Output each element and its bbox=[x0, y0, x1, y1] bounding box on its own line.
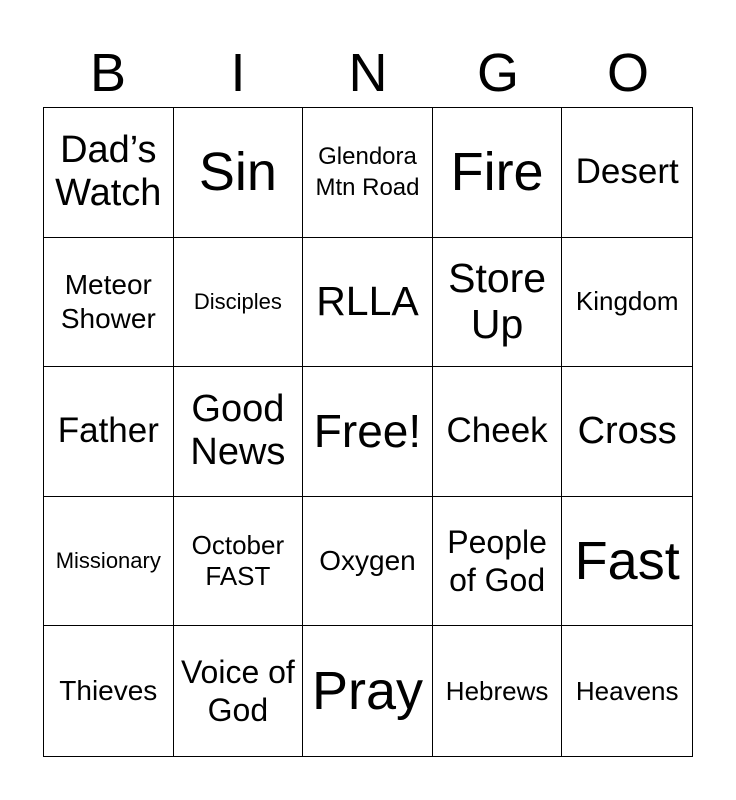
cell-text: RLLA bbox=[316, 277, 419, 324]
header-letter-b: B bbox=[89, 43, 127, 103]
bingo-cell[interactable] bbox=[174, 367, 304, 497]
bingo-cell[interactable] bbox=[562, 497, 692, 627]
cell-text: Kingdom bbox=[575, 286, 679, 317]
bingo-cell[interactable] bbox=[44, 626, 174, 756]
bingo-cell[interactable] bbox=[174, 497, 304, 627]
bingo-board bbox=[43, 107, 693, 757]
bingo-cell[interactable] bbox=[433, 108, 563, 238]
bingo-header bbox=[43, 40, 693, 106]
cell-text: Thieves bbox=[59, 675, 158, 707]
bingo-cell[interactable] bbox=[44, 238, 174, 368]
cell-text: Heavens bbox=[575, 675, 679, 706]
cell-text: Hebrews bbox=[445, 675, 549, 706]
cell-text: Voice of God bbox=[180, 653, 295, 729]
header-letter-g: G bbox=[476, 43, 519, 103]
header-letter-i: I bbox=[230, 43, 246, 103]
cell-text: Oxygen bbox=[319, 545, 416, 577]
cell-text: Pray bbox=[311, 660, 424, 721]
cell-text: Desert bbox=[575, 152, 679, 192]
header-letter-n: N bbox=[348, 43, 388, 103]
cell-text: Father bbox=[57, 411, 159, 451]
cell-text: Store Up bbox=[448, 254, 547, 347]
bingo-cell[interactable] bbox=[174, 626, 304, 756]
cell-text: People of God bbox=[447, 523, 547, 599]
cell-text: Fire bbox=[450, 141, 544, 202]
cell-text: Missionary bbox=[55, 547, 161, 573]
cell-text: Sin bbox=[198, 141, 277, 202]
cell-text: Fast bbox=[574, 530, 680, 591]
cell-text: Cheek bbox=[446, 411, 548, 451]
bingo-cell[interactable] bbox=[44, 367, 174, 497]
bingo-cell[interactable] bbox=[562, 238, 692, 368]
cell-text: Meteor Shower bbox=[60, 269, 156, 334]
cell-text: Cross bbox=[577, 409, 677, 452]
bingo-cell[interactable] bbox=[174, 238, 304, 368]
cell-text: Good News bbox=[190, 387, 286, 474]
cell-text: Free! bbox=[313, 405, 422, 458]
bingo-cell[interactable] bbox=[562, 626, 692, 756]
bingo-cell[interactable] bbox=[44, 108, 174, 238]
bingo-cell[interactable] bbox=[303, 626, 433, 756]
bingo-cell[interactable] bbox=[303, 108, 433, 238]
bingo-cell[interactable] bbox=[303, 367, 433, 497]
bingo-cell[interactable] bbox=[44, 497, 174, 627]
bingo-cell[interactable] bbox=[433, 238, 563, 368]
bingo-cell[interactable] bbox=[562, 108, 692, 238]
cell-text: October FAST bbox=[191, 529, 285, 592]
cell-text: Glendora Mtn Road bbox=[315, 142, 420, 202]
bingo-cell[interactable] bbox=[303, 238, 433, 368]
bingo-cell[interactable] bbox=[174, 108, 304, 238]
bingo-cell[interactable] bbox=[562, 367, 692, 497]
cell-text: Dad’s Watch bbox=[55, 128, 162, 215]
cell-text: Disciples bbox=[193, 288, 282, 314]
header-letter-o: O bbox=[606, 43, 649, 103]
bingo-cell[interactable] bbox=[433, 626, 563, 756]
bingo-cell[interactable] bbox=[433, 367, 563, 497]
bingo-cell[interactable] bbox=[303, 497, 433, 627]
bingo-cell[interactable] bbox=[433, 497, 563, 627]
